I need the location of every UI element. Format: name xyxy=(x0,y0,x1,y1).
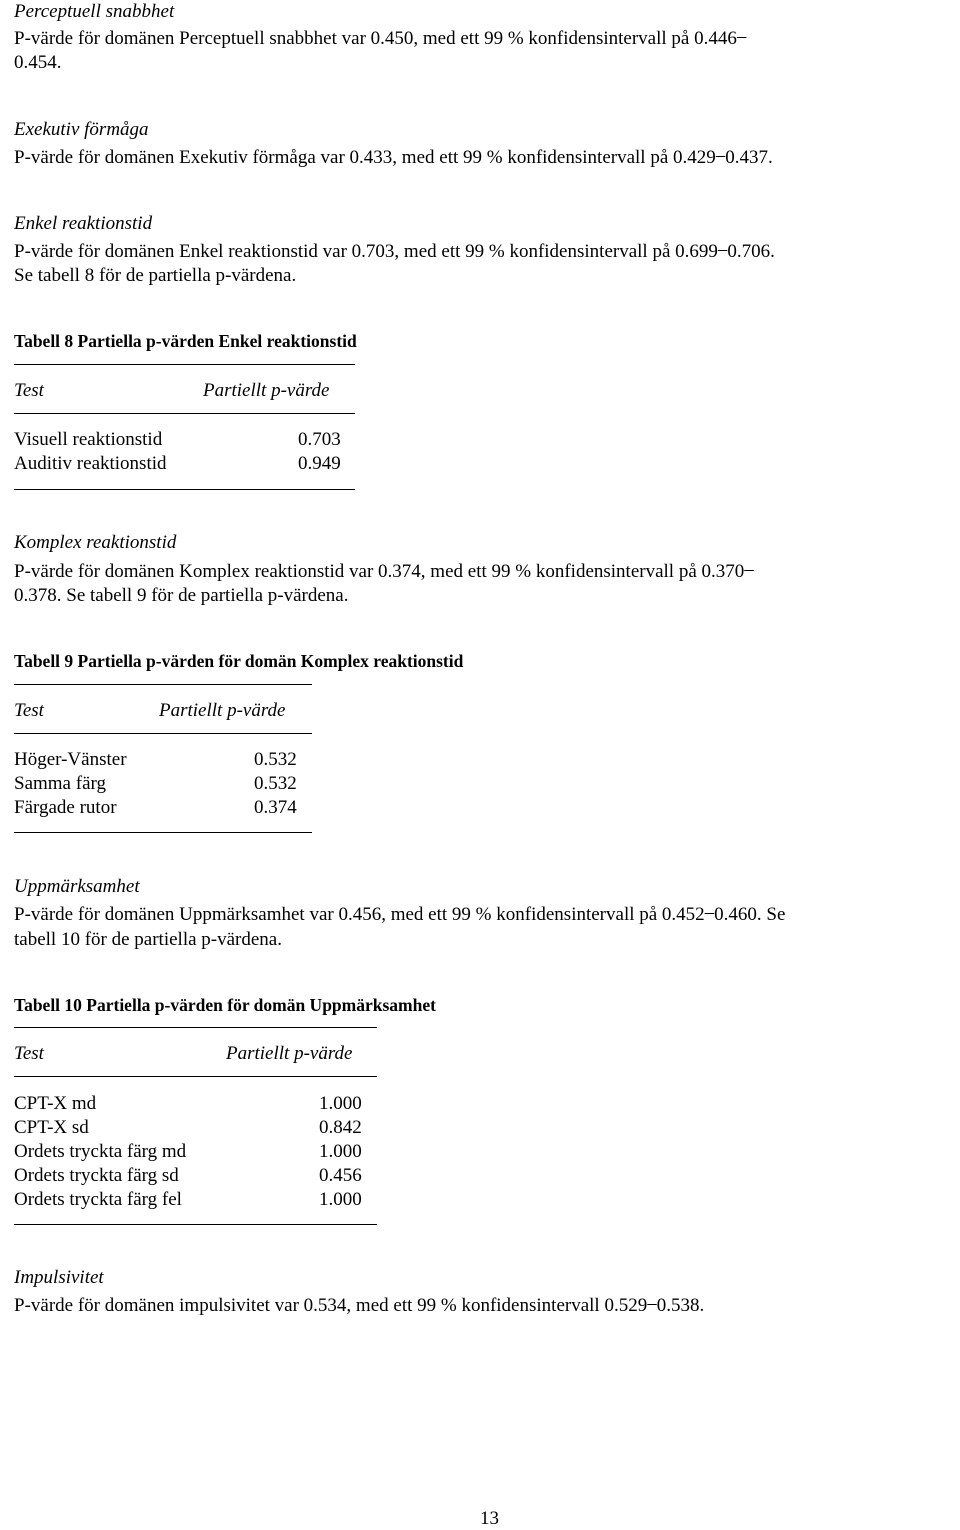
paragraph-line: P-värde för domänen impulsivitet var 0.534, med ett 99 % konfidensintervall 0.529 ̶ 0.538. xyxy=(14,1295,705,1316)
page-number: 13 xyxy=(480,1508,499,1529)
paragraph-line: P-värde för domänen Exekutiv förmåga var 0.433, med ett 99 % konfidensintervall på 0.429 ̶ 0.437. xyxy=(14,147,773,168)
section-heading-enkel: Enkel reaktionstid xyxy=(14,213,153,234)
table-rule xyxy=(14,1224,377,1225)
table-cell-p: 0.374 xyxy=(254,797,297,818)
table-cell-p: 0.456 xyxy=(319,1165,362,1186)
section-heading-komplex: Komplex reaktionstid xyxy=(14,532,177,553)
paragraph-line: P-värde för domänen Enkel reaktionstid var 0.703, med ett 99 % konfidensintervall på 0.699 ̶ 0.706. xyxy=(14,241,775,262)
table-cell-p: 0.703 xyxy=(298,429,341,450)
paragraph-line: P-värde för domänen Komplex reaktionstid var 0.374, med ett 99 % konfidensintervall på 0.370 ̶ xyxy=(14,561,750,582)
table-rule xyxy=(14,413,355,414)
section-heading-uppmarksamhet: Uppmärksamhet xyxy=(14,876,140,897)
column-header-test: Test xyxy=(14,700,44,721)
table-cell-test: Samma färg xyxy=(14,773,106,794)
table-cell-p: 1.000 xyxy=(319,1141,362,1162)
table-rule xyxy=(14,733,312,734)
table-cell-test: Färgade rutor xyxy=(14,797,117,818)
paragraph-line: 0.378. Se tabell 9 för de partiella p-värdena. xyxy=(14,585,349,606)
column-header-test: Test xyxy=(14,1043,44,1064)
table-cell-p: 1.000 xyxy=(319,1189,362,1210)
table-rule xyxy=(14,489,355,490)
column-header-p: Partiellt p-värde xyxy=(203,380,330,401)
table-rule xyxy=(14,1027,377,1028)
table-rule xyxy=(14,832,312,833)
section-heading-exekutiv: Exekutiv förmåga xyxy=(14,119,149,140)
column-header-p: Partiellt p-värde xyxy=(159,700,286,721)
table-cell-test: Ordets tryckta färg fel xyxy=(14,1189,182,1210)
table-caption: Tabell 9 Partiella p-värden för domän Komplex reaktionstid xyxy=(14,651,464,671)
table-cell-test: Visuell reaktionstid xyxy=(14,429,163,450)
table-cell-test: Höger-Vänster xyxy=(14,749,127,770)
paragraph-line: Se tabell 8 för de partiella p-värdena. xyxy=(14,265,297,286)
table-rule xyxy=(14,684,312,685)
table-cell-p: 1.000 xyxy=(319,1093,362,1114)
table-cell-test: CPT-X sd xyxy=(14,1117,89,1138)
table-rule xyxy=(14,1076,377,1077)
table-caption: Tabell 10 Partiella p-värden för domän Uppmärksamhet xyxy=(14,995,436,1015)
table-cell-test: Auditiv reaktionstid xyxy=(14,453,167,474)
paragraph-line: 0.454. xyxy=(14,52,62,73)
section-heading-impulsivitet: Impulsivitet xyxy=(14,1267,104,1288)
column-header-test: Test xyxy=(14,380,44,401)
section-heading-perceptuell: Perceptuell snabbhet xyxy=(14,1,175,22)
table-caption: Tabell 8 Partiella p-värden Enkel reaktionstid xyxy=(14,331,357,351)
table-cell-test: Ordets tryckta färg sd xyxy=(14,1165,179,1186)
paragraph-line: tabell 10 för de partiella p-värdena. xyxy=(14,929,282,950)
table-cell-test: Ordets tryckta färg md xyxy=(14,1141,187,1162)
table-cell-p: 0.949 xyxy=(298,453,341,474)
table-cell-p: 0.842 xyxy=(319,1117,362,1138)
paragraph-line: P-värde för domänen Uppmärksamhet var 0.456, med ett 99 % konfidensintervall på 0.452 ̶ 0.460. Se xyxy=(14,904,786,925)
column-header-p: Partiellt p-värde xyxy=(226,1043,353,1064)
table-cell-p: 0.532 xyxy=(254,749,297,770)
table-cell-test: CPT-X md xyxy=(14,1093,97,1114)
paragraph-line: P-värde för domänen Perceptuell snabbhet var 0.450, med ett 99 % konfidensintervall på 0.446 ̶ xyxy=(14,28,742,49)
table-cell-p: 0.532 xyxy=(254,773,297,794)
table-rule xyxy=(14,364,355,365)
